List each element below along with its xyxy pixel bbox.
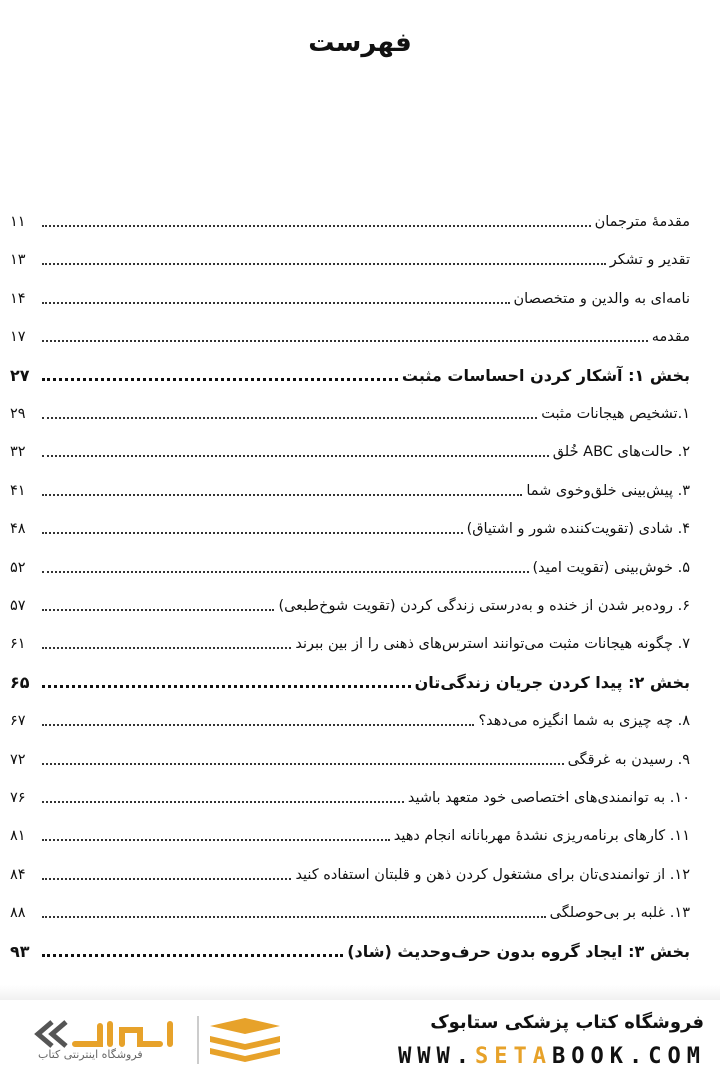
toc-label: ۷. چگونه هیجانات مثبت می‌توانند استرس‌های ذهنی را از بین ببرند [295, 636, 690, 653]
toc-page-number: ۷۶ [10, 790, 26, 806]
toc-row[interactable] [10, 822, 690, 846]
toc-label: ۱۱. کارهای برنامه‌ریزی نشدهٔ مهربانانه انجام دهید [393, 828, 690, 845]
toc-page-number: ۲۹ [10, 406, 26, 422]
toc-label: ۱.تشخیص هیجانات مثبت [541, 406, 690, 422]
toc-label: ۱۳. غلبه بر بی‌حوصلگی [549, 905, 690, 922]
toc-label: بخش ۱: آشکار کردن احساسات مثبت [401, 365, 690, 385]
toc-page-number: ۵۷ [10, 598, 26, 614]
toc-row[interactable] [10, 400, 690, 424]
toc-row[interactable] [10, 630, 690, 654]
toc-leader-dots [42, 916, 546, 918]
toc-page-number: ۴۸ [10, 521, 26, 538]
toc-row[interactable] [10, 784, 690, 808]
toc-leader-dots [42, 571, 529, 573]
toc-leader-dots [42, 340, 648, 342]
toc-leader-dots [42, 801, 404, 803]
toc-leader-dots [42, 263, 606, 265]
toc-label: مقدمه [651, 329, 690, 346]
toc-label: نامه‌ای به والدین و متخصصان [513, 290, 690, 307]
toc-row[interactable] [10, 861, 690, 885]
toc-label: ۸. چه چیزی به شما انگیزه می‌دهد؟ [478, 713, 690, 730]
toc-leader-dots [42, 455, 549, 457]
toc-page-number: ۸۴ [10, 866, 26, 883]
toc-leader-dots [42, 839, 390, 841]
toc-leader-dots [42, 878, 291, 880]
toc-row[interactable] [10, 746, 690, 770]
toc-label: بخش ۲: پیدا کردن جریان زندگی‌تان [414, 672, 690, 692]
toc-label: ۵. خوش‌بینی (تقویت امید) [532, 559, 690, 576]
toc-leader-dots [42, 685, 411, 688]
toc-section-row[interactable] [10, 938, 690, 962]
toc-label: ۴. شادی (تقویت‌کننده شور و اشتیاق) [466, 521, 690, 538]
toc-label: ۱۲. از توانمندی‌تان برای مشتغول کردن ذهن و قلبتان استفاده کنید [295, 866, 690, 883]
toc-leader-dots [42, 647, 291, 649]
toc-leader-dots [42, 225, 591, 227]
toc-page-number: ۱۴ [10, 290, 26, 307]
toc-row[interactable] [10, 323, 690, 347]
toc-label: ۳. پیش‌بینی خلق‌وخوی شما [526, 482, 690, 499]
toc-label: ۲. حالت‌های ABC خُلق [552, 444, 690, 461]
toc-label: تقدیر و تشکر [609, 252, 690, 269]
toc-page-number: ۸۸ [10, 905, 26, 922]
chevrons-icon [38, 1022, 66, 1046]
toc-row[interactable] [10, 554, 690, 578]
toc-leader-dots [42, 954, 343, 957]
page-title: فهرست [308, 28, 412, 58]
toc-page-number: ۲۷ [10, 365, 30, 385]
toc-page-number: ۶۷ [10, 713, 26, 730]
toc-page-number: ۸۱ [10, 828, 26, 845]
shop-name: فروشگاه کتاب پزشکی ستابوک [430, 1012, 704, 1033]
logo-wordmark-icon [75, 1024, 170, 1044]
toc-label: ۹. رسیدن به غرقگی [567, 751, 690, 768]
toc-page-number: ۳۲ [10, 444, 26, 461]
toc-leader-dots [42, 724, 474, 726]
url-suffix: BOOK.COM [552, 1044, 706, 1069]
url-prefix: WWW. [398, 1044, 476, 1069]
toc-label: مقدمهٔ مترجمان [594, 214, 690, 230]
toc-page-number: ۱۷ [10, 329, 26, 346]
toc-row[interactable] [10, 246, 690, 270]
toc-row[interactable] [10, 208, 690, 232]
toc-row[interactable] [10, 285, 690, 309]
toc-page-number: ۶۵ [10, 672, 30, 692]
toc-leader-dots [42, 302, 510, 304]
toc-row[interactable] [10, 899, 690, 923]
toc-section-row[interactable] [10, 362, 690, 386]
toc-page-number: ۱۱ [10, 214, 26, 230]
toc-page-number: ۹۳ [10, 941, 30, 961]
toc-row[interactable] [10, 477, 690, 501]
footer-banner [0, 1000, 720, 1079]
toc-label: بخش ۳: ایجاد گروه بدون حرف‌وحدیث (شاد) [347, 941, 690, 961]
toc-page-number: ۵۲ [10, 559, 26, 576]
toc-leader-dots [42, 609, 274, 611]
toc-page-number: ۱۳ [10, 252, 26, 269]
setabook-logo [30, 1012, 280, 1072]
toc-leader-dots [42, 763, 564, 765]
toc-leader-dots [42, 417, 537, 419]
toc-leader-dots [42, 532, 463, 534]
toc-label: ۶. روده‌بر شدن از خنده و به‌درستی زندگی کردن (تقویت شوخ‌طبعی) [278, 598, 690, 614]
toc-page-number: ۶۱ [10, 636, 26, 653]
toc-leader-dots [42, 378, 398, 381]
toc-leader-dots [42, 494, 522, 496]
shop-url[interactable] [398, 1044, 706, 1069]
toc-page-number: ۷۲ [10, 751, 26, 768]
toc-label: ۱۰. به توانمندی‌های اختصاصی خود متعهد باشید [407, 790, 690, 806]
toc-row[interactable] [10, 515, 690, 539]
toc-section-row[interactable] [10, 669, 690, 693]
logo-subtitle: فروشگاه اینترنتی کتاب [38, 1048, 143, 1061]
toc-page-number: ۴۱ [10, 482, 26, 499]
toc-row[interactable] [10, 592, 690, 616]
toc-row[interactable] [10, 707, 690, 731]
toc-row[interactable] [10, 438, 690, 462]
book-stack-icon [210, 1018, 280, 1062]
url-accent: SETA [475, 1044, 553, 1069]
